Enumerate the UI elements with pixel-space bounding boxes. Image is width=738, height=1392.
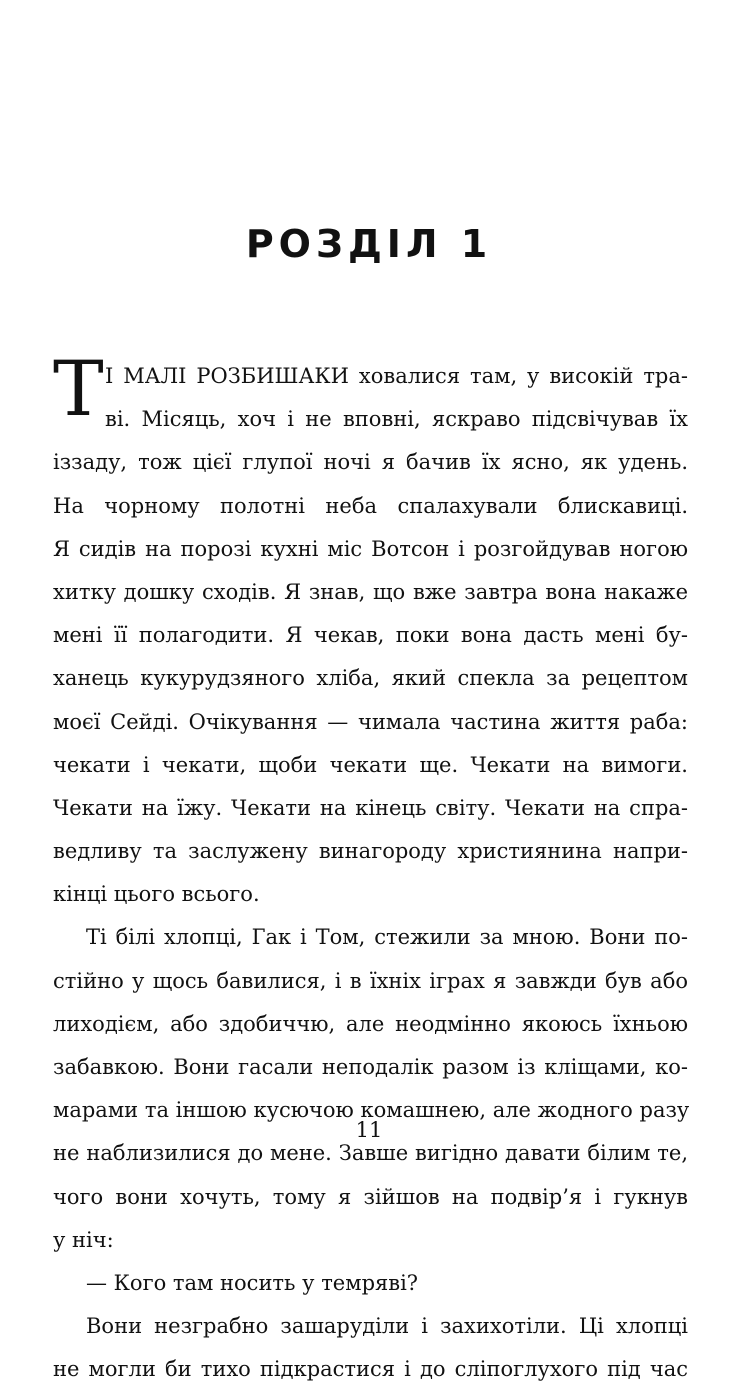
text-line: чого вони хочуть, тому я зійшов на подвір’я і гукнув xyxy=(53,1184,688,1209)
text-line: стійно у щось бавилися, і в їхніх іграх я завжди був або xyxy=(53,968,688,993)
text-line: мені її полагодити. Я чекав, поки вона дасть мені бу- xyxy=(53,623,688,648)
text-line: ві. Місяць, хоч і не вповні, яскраво підсвічував їх xyxy=(105,407,688,432)
text-line: Вони незграбно зашаруділи і захихотіли. Ці хлопці xyxy=(86,1314,688,1339)
text-line: Чекати на їжу. Чекати на кінець світу. Чекати на спра- xyxy=(53,795,688,820)
text-line: моєї Сейді. Очікування — чимала частина життя раба: xyxy=(53,709,688,734)
text-line: На чорному полотні неба спалахували блискавиці. xyxy=(53,493,688,518)
text-line: І МАЛІ РОЗБИШАКИ ховалися там, у високій тра- xyxy=(105,364,688,388)
drop-cap: Т xyxy=(53,344,104,433)
chapter-title: РОЗДІЛ 1 xyxy=(245,222,493,266)
body-text xyxy=(53,355,688,1392)
page-number: 11 xyxy=(355,1118,383,1142)
text-line: не могли би тихо підкрастися і до сліпоглухого під час xyxy=(53,1357,688,1382)
text-line: марами та іншою кусючою комашнею, але жодного разу xyxy=(53,1098,690,1123)
text-line: не наблизилися до мене. Завше вигідно давати білим те, xyxy=(53,1141,688,1166)
text-line: забавкою. Вони гасали неподалік разом із кліщами, ко- xyxy=(53,1055,688,1079)
text-line: ведливу та заслужену винагороду християнина напри- xyxy=(53,839,688,864)
text-line: іззаду, тож цієї глупої ночі я бачив їх ясно, як удень. xyxy=(53,450,688,475)
text-line: — Кого там носить у темряві? xyxy=(86,1270,419,1295)
text-line: Ті білі хлопці, Гак і Том, стежили за мною. Вони по- xyxy=(86,925,688,950)
text-line: чекати і чекати, щоби чекати ще. Чекати на вимоги. xyxy=(53,752,688,777)
text-line: у ніч: xyxy=(53,1227,114,1252)
text-line: лиходієм, або здобиччю, але неодмінно якоюсь їхньою xyxy=(53,1011,688,1036)
text-line: хитку дошку сходів. Я знав, що вже завтра вона накаже xyxy=(53,579,688,604)
text-line: кінці цього всього. xyxy=(53,882,260,907)
text-line: Я сидів на порозі кухні міс Вотсон і розгойдував ногою xyxy=(53,536,688,561)
text-line: ханець кукурудзяного хліба, який спекла за рецептом xyxy=(53,666,688,691)
